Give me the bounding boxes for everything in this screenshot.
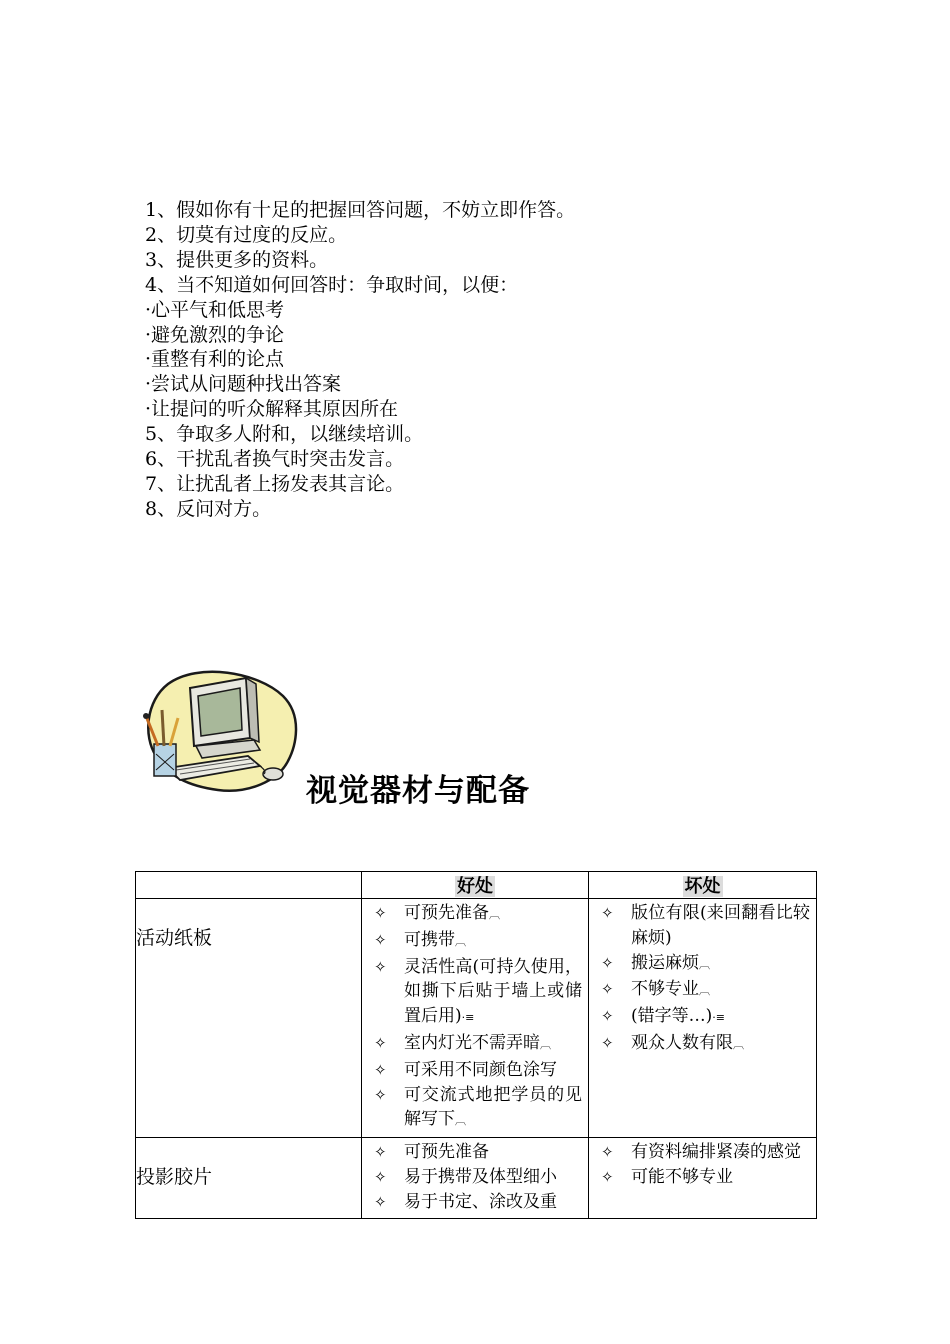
list-line: 6、干扰乱者换气时突击发言。 xyxy=(145,448,405,471)
diamond-bullet-icon: ✧ xyxy=(374,957,387,976)
list-line: ·重整有利的论点 xyxy=(145,348,285,371)
diamond-bullet-icon: ✧ xyxy=(601,1143,614,1162)
paragraph-mark: ︹ xyxy=(733,1037,744,1051)
list-item: ✧ 观众人数有限︹ xyxy=(597,1031,810,1058)
diamond-bullet-icon: ✧ xyxy=(601,980,614,999)
list-item: ✧ 可采用不同颜色涂写 xyxy=(370,1058,582,1083)
header-cons xyxy=(589,872,817,899)
diamond-bullet-icon: ✧ xyxy=(374,1085,387,1104)
list-item: ✧ 有资料编排紧凑的感觉 xyxy=(597,1140,810,1165)
diamond-bullet-icon: ✧ xyxy=(374,930,387,949)
list-item: ✧ (错字等…)·≡ xyxy=(597,1004,810,1031)
list-item: ✧ 可能不够专业 xyxy=(597,1165,810,1190)
tips-list xyxy=(145,198,575,522)
list-item: ✧ 易于携带及体型细小 xyxy=(370,1165,582,1190)
section-heading: 视觉器材与配备 xyxy=(306,773,530,809)
comparison-table xyxy=(135,871,817,1219)
header-empty xyxy=(136,872,362,899)
header-pros-label: 好处 xyxy=(457,876,493,897)
diamond-bullet-icon: ✧ xyxy=(374,1192,387,1211)
list-item: ✧ 搬运麻烦︹ xyxy=(597,951,810,978)
pros-cell xyxy=(362,899,589,1138)
list-item: ✧ 易于书定、涂改及重 xyxy=(370,1190,582,1215)
list-line: 7、让扰乱者上扬发表其言论。 xyxy=(145,472,405,495)
diamond-bullet-icon: ✧ xyxy=(601,1167,614,1186)
list-line: 8、反问对方。 xyxy=(145,497,272,520)
diamond-bullet-icon: ✧ xyxy=(601,1033,614,1052)
paragraph-mark: ︹ xyxy=(455,1114,466,1128)
list-line: ·避免激烈的争论 xyxy=(145,323,285,346)
row-label: 活动纸板 xyxy=(136,899,362,1138)
header-pros xyxy=(362,872,589,899)
list-item: ✧ 版位有限(来回翻看比较麻烦) xyxy=(601,903,810,948)
table-header-row xyxy=(136,872,817,899)
paragraph-mark: ︹ xyxy=(699,984,710,998)
row-label: 投影胶片 xyxy=(136,1138,362,1218)
list-item: ✧ 可预先准备︹ xyxy=(370,901,582,928)
paragraph-mark: ︹ xyxy=(540,1037,551,1051)
paragraph-mark: ︹ xyxy=(489,908,500,921)
list-line: ·让提问的听众解释其原因所在 xyxy=(145,398,399,421)
list-line: 2、切莫有过度的反应。 xyxy=(145,223,348,246)
list-mark: ·≡ xyxy=(461,1011,475,1025)
paragraph-mark: ︹ xyxy=(455,934,466,948)
diamond-bullet-icon: ✧ xyxy=(374,1167,387,1186)
diamond-bullet-icon: ✧ xyxy=(374,1143,387,1162)
list-item: ✧ 室内灯光不需弄暗︹ xyxy=(370,1031,582,1058)
table-row xyxy=(136,1138,817,1218)
computer-clipart-icon xyxy=(138,666,303,798)
header-cons-label: 坏处 xyxy=(684,876,721,897)
pros-cell xyxy=(362,1138,589,1218)
cons-cell xyxy=(589,1138,817,1218)
list-item: ✧ 可交流式地把学员的见解写下︹ xyxy=(374,1084,582,1130)
table-row xyxy=(136,899,817,1138)
diamond-bullet-icon: ✧ xyxy=(374,1060,387,1079)
list-line: 5、争取多人附和，以继续培训。 xyxy=(145,423,424,446)
list-line: 3、提供更多的资料。 xyxy=(145,248,329,271)
list-item: ✧ 灵活性高(可持久使用，如撕下后贴于墙上或储置后用)·≡ xyxy=(374,956,582,1027)
list-line: ·心平气和低思考 xyxy=(145,298,285,321)
list-item: ✧ 可预先准备 xyxy=(370,1140,582,1165)
cons-cell xyxy=(589,899,817,1138)
list-mark: ·≡ xyxy=(712,1011,725,1025)
diamond-bullet-icon: ✧ xyxy=(601,904,614,922)
list-line: 4、当不知道如何回答时：争取时间，以便： xyxy=(145,273,519,296)
diamond-bullet-icon: ✧ xyxy=(601,953,614,972)
list-line: 1、假如你有十足的把握回答问题，不妨立即作答。 xyxy=(145,199,576,221)
list-line: ·尝试从问题种找出答案 xyxy=(145,373,342,396)
diamond-bullet-icon: ✧ xyxy=(374,904,387,922)
diamond-bullet-icon: ✧ xyxy=(601,1007,614,1026)
list-item: ✧ 可携带︹ xyxy=(370,928,582,955)
list-item: ✧ 不够专业︹ xyxy=(597,977,810,1004)
paragraph-mark: ︹ xyxy=(699,957,710,971)
diamond-bullet-icon: ✧ xyxy=(374,1033,387,1052)
